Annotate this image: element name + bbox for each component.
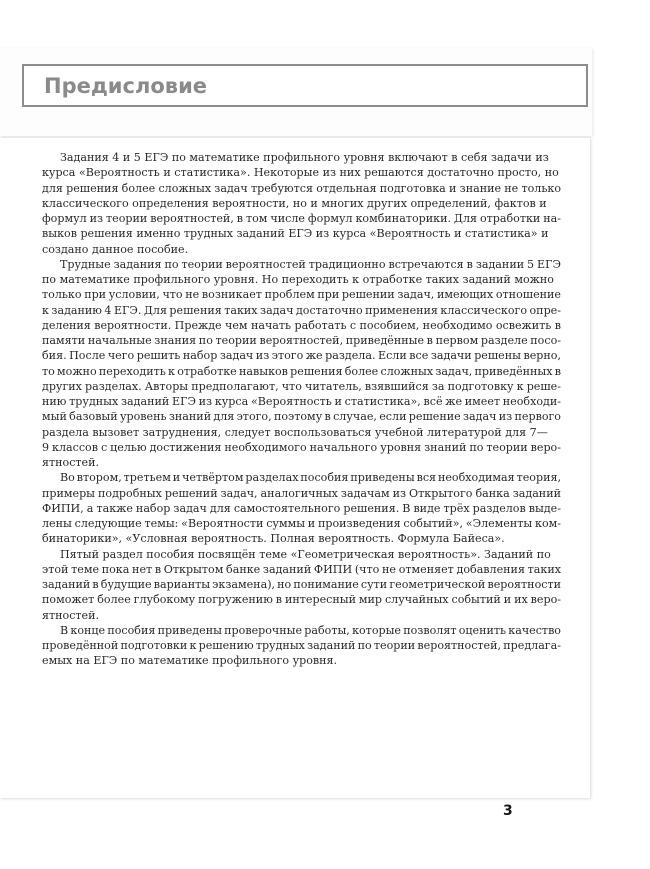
text-line: создано данное пособие. (42, 242, 189, 256)
text-line: деления вероятности. Прежде чем начать работать с пособием, необходимо освежить в (42, 318, 561, 332)
text-line: заданий в будущие варианты экзамена), но понимание сути геометрической вероятности (42, 578, 561, 591)
text-line: нию трудных заданий ЕГЭ из курса «Вероятность и статистика», всё же имеет необходи- (42, 395, 561, 408)
page-number: 3 (503, 803, 513, 819)
text-line: для решения более сложных задач требуются отдельная подготовка и знание не только (42, 181, 561, 195)
text-line: по математике профильного уровня. Но переходить к отработке таких заданий можно (42, 273, 554, 286)
text-line: этой теме пока нет в Открытом банке заданий ФИПИ (что не отменяет добавления таких (42, 562, 561, 576)
text-line: других разделах. Авторы предполагают, что читатель, взявшийся за подготовку к реше- (42, 379, 561, 393)
text-line: то можно переходить к отработке навыков решения более сложных задач, приведённых в (42, 364, 561, 378)
paragraph (42, 547, 561, 623)
text-line: Задания 4 и 5 ЕГЭ по математике профильного уровня включают в себя задачи из (60, 151, 549, 164)
text-line: раздела вызовет затруднения, следует воспользоваться учебной литературой для 7— (42, 425, 548, 439)
text-line: выков решения именно трудных заданий ЕГЭ из курса «Вероятность и статистика» и (42, 227, 549, 241)
text-line: памяти начальные знания по теории вероятностей, приведённые в первом разделе посо- (42, 334, 561, 347)
text-line: курса «Вероятность и статистика». Некоторые из них решаются достаточно просто, но (42, 166, 559, 180)
text-line: Пятый раздел пособия посвящён теме «Геометрическая вероятность». Заданий по (60, 547, 551, 561)
text-line: формул из теории вероятностей, в том числе формул комбинаторики. Для отработки на- (42, 212, 561, 225)
text-line: классического определения вероятности, но и многих других определений, фактов и (42, 196, 547, 210)
section-title-box (22, 64, 588, 107)
preface-body (42, 150, 561, 669)
text-line: примеры подробных решений задач, аналогичных задачам из Открытого банка заданий (42, 486, 561, 500)
text-line: только при условии, что не возникает проблем при решении задач, имеющих отношение (42, 288, 561, 302)
text-line: бия. После чего решить набор задач из этого же раздела. Если все задачи решены верно, (42, 349, 561, 363)
paragraph (42, 470, 561, 546)
text-line: ФИПИ, а также набор задач для самостоятельного решения. В виде трёх разделов выде- (42, 501, 561, 515)
paragraph (42, 150, 561, 257)
text-line: ятностей. (42, 608, 100, 622)
text-line: Трудные задания по теории вероятностей традиционно встречаются в задании 5 ЕГЭ (60, 257, 561, 271)
text-line: бинаторики», «Условная вероятность. Полная вероятность. Формула Байеса». (42, 532, 505, 546)
text-line: проведённой подготовки к решению трудных заданий по теории вероятностей, предлага- (42, 639, 561, 652)
text-line: емых на ЕГЭ по математике профильного уровня. (42, 654, 338, 668)
page-title: Предисловие (44, 73, 208, 98)
text-line: к заданию 4 ЕГЭ. Для решения таких задач достаточно применения классического опре- (42, 303, 561, 317)
text-line: В конце пособия приведены проверочные работы, которые позволят оценить качество (60, 623, 561, 637)
text-line: ятностей. (42, 456, 100, 469)
text-line: 9 классов с целью достижения необходимого начального уровня знаний по теории веро- (42, 440, 561, 454)
text-line: лены следующие темы: «Вероятности суммы и произведения событий», «Элементы ком- (42, 517, 561, 530)
paragraph (42, 257, 561, 471)
text-line: Во втором, третьем и четвёртом разделах пособия приведены вся необходимая теория, (60, 471, 561, 485)
paragraph (42, 623, 561, 669)
text-line: мый базовый уровень знаний для этого, поэтому в случае, если решение задач из первого (42, 410, 561, 424)
text-line: поможет более глубокому погружению в интересный мир случайных событий и их веро- (42, 593, 561, 607)
